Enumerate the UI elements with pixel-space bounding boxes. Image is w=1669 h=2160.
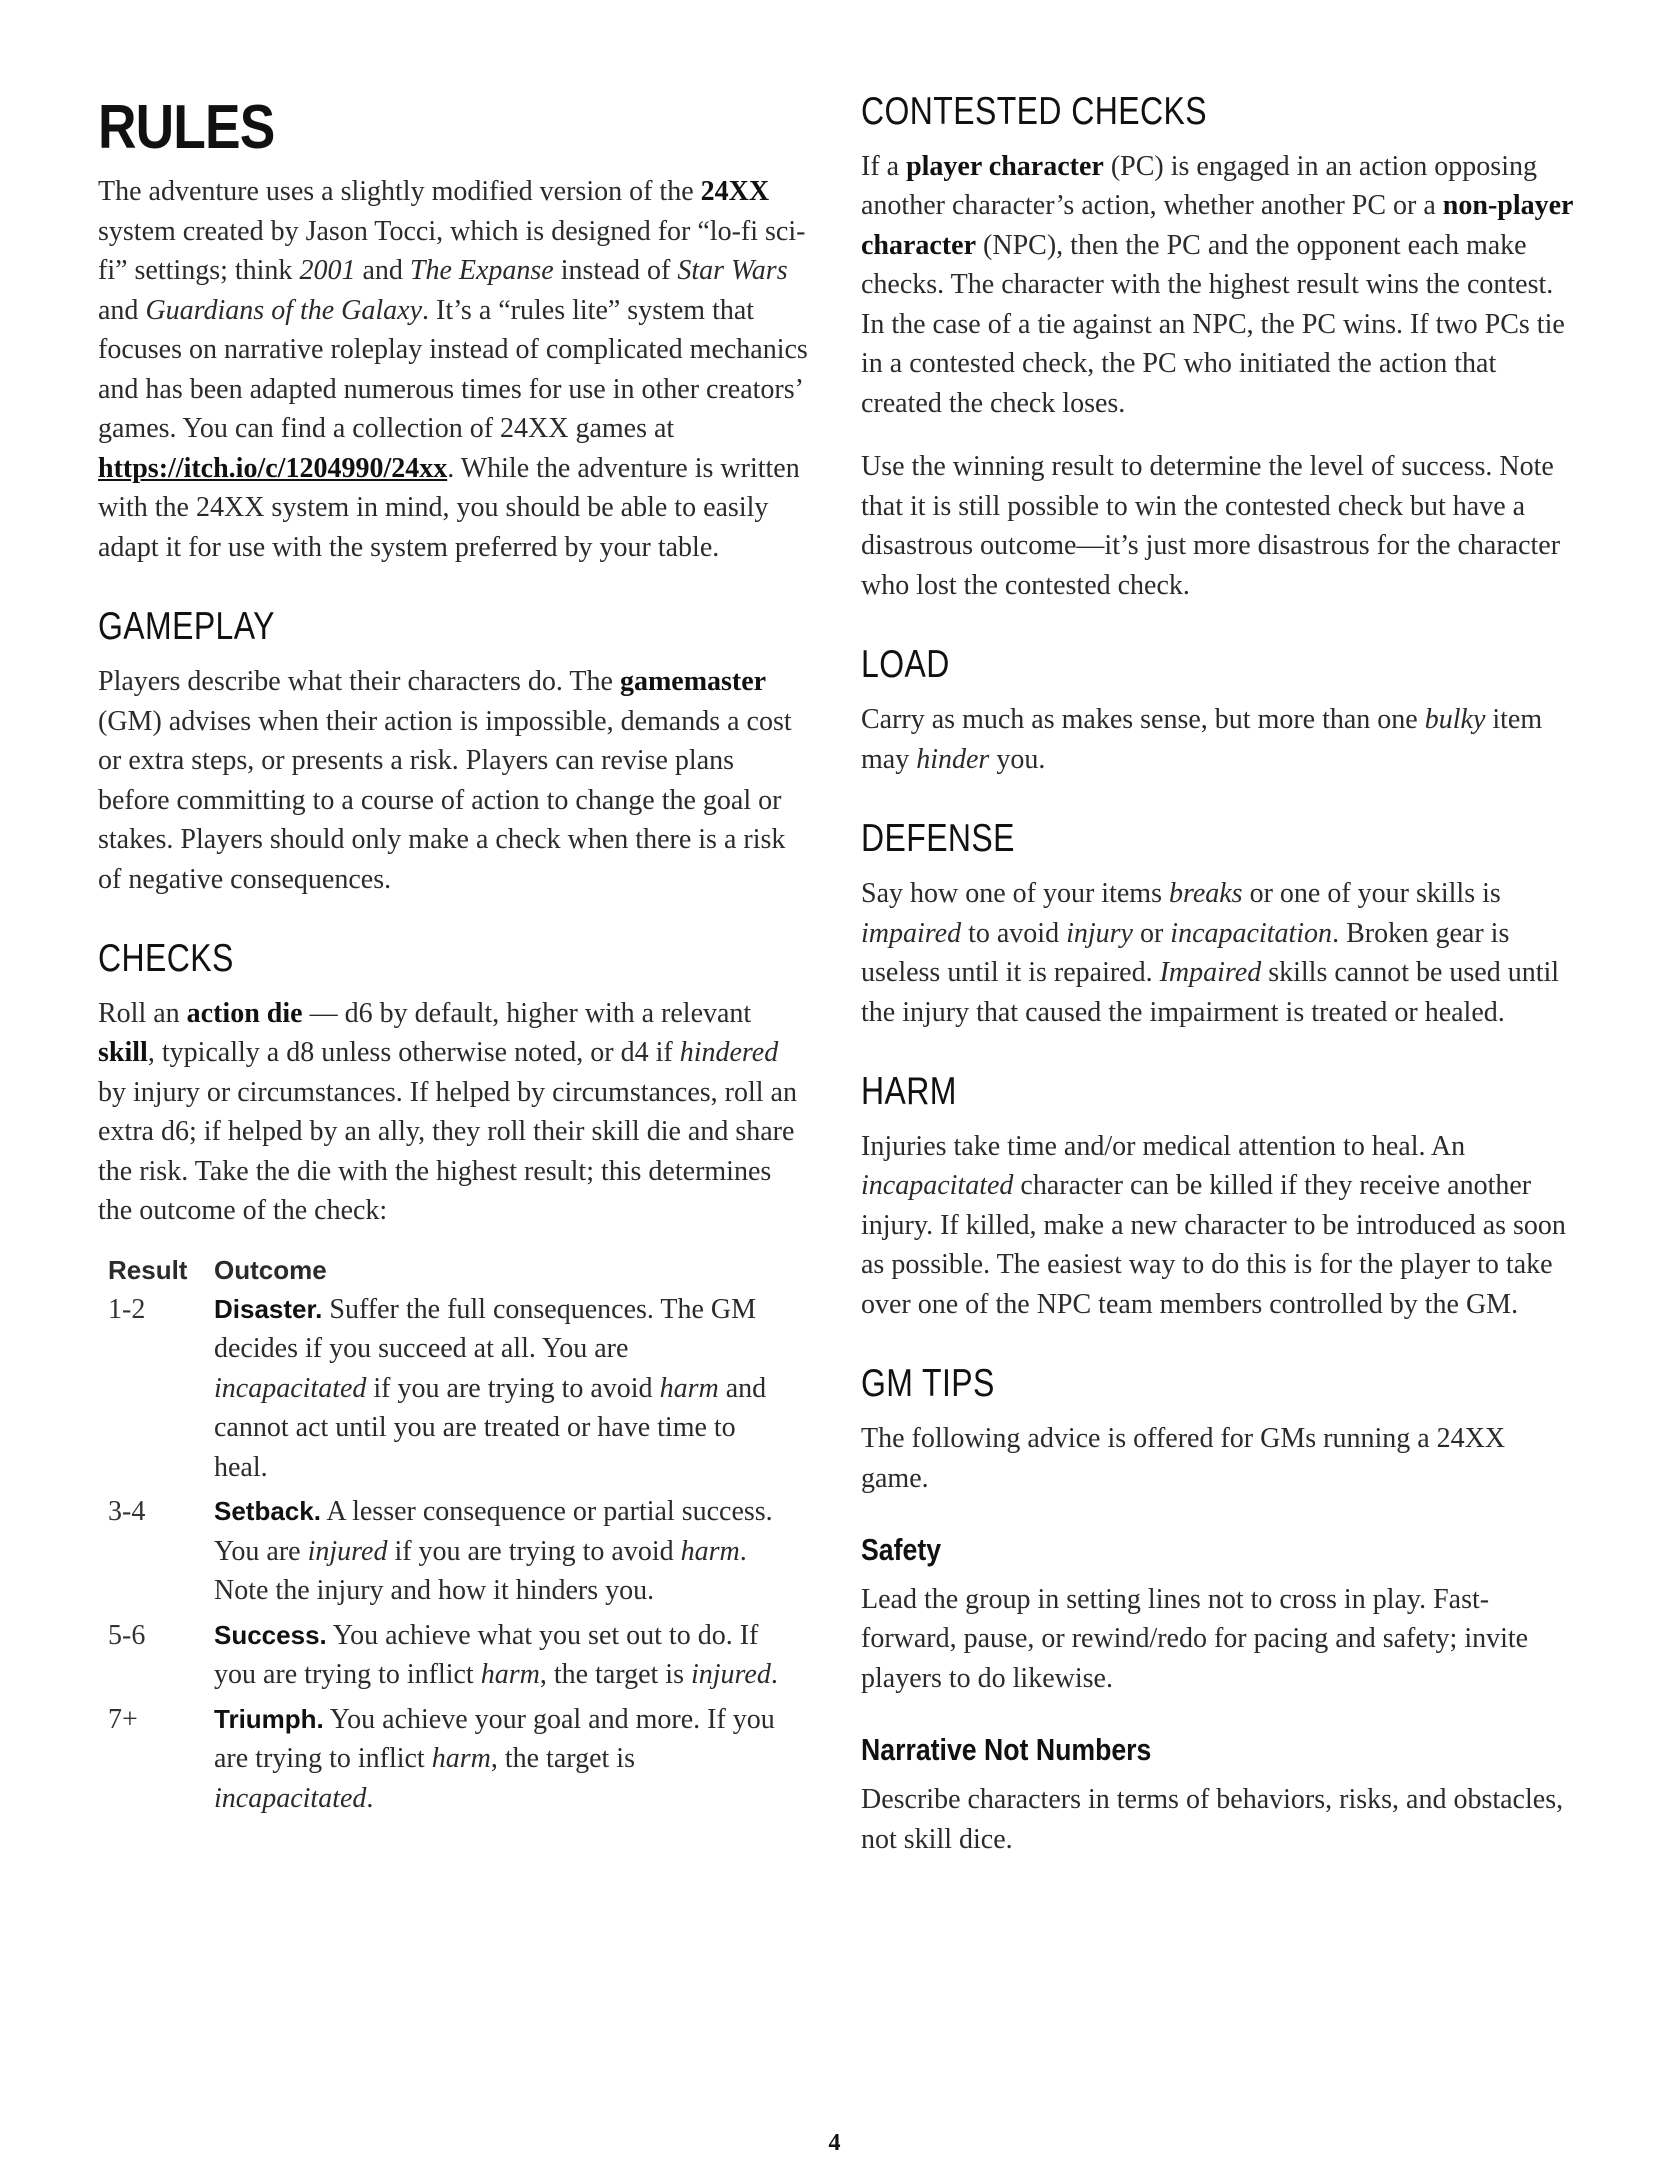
- rules-heading: RULES: [98, 93, 275, 162]
- result-cell: 3-4: [108, 1496, 146, 1528]
- load-heading: LOAD: [861, 643, 950, 687]
- collection-link[interactable]: https://itch.io/c/1204990/24xx: [98, 452, 448, 484]
- load-section: [861, 643, 1573, 779]
- outcome-column-header: Outcome: [214, 1254, 327, 1285]
- outcome-table: [108, 1255, 784, 1824]
- narrative-paragraph: Describe characters in terms of behaviors, risks, and obstacles, not skill dice.: [861, 1784, 1564, 1855]
- gameplay-paragraph: Players describe what their characters do. The gamemaster (GM) advises when their action is impossible, demands a cost or extra steps, or presents a risk. Players can revise plans before committing to a course of action to change the goal or stakes. Players should only make a check when there is a risk of negative consequences.: [98, 666, 792, 895]
- load-paragraph: Carry as much as makes sense, but more than one bulky item may hinder you.: [861, 704, 1543, 775]
- table-row: [108, 1492, 784, 1616]
- result-cell: 5-6: [108, 1619, 146, 1651]
- safety-heading: Safety: [861, 1532, 942, 1568]
- gameplay-heading: GAMEPLAY: [98, 605, 275, 649]
- result-column-header: Result: [108, 1254, 188, 1285]
- table-row: [108, 1290, 784, 1493]
- gm-tips-heading: GM TIPS: [861, 1362, 995, 1406]
- right-column: [861, 80, 1573, 1883]
- checks-paragraph: Roll an action die — d6 by default, higher with a relevant skill, typically a d8 unless otherwise noted, or d4 if hindered by injury or circumstances. If helped by circumstances, roll an extra d6; if helped by an ally, they roll their skill die and share the risk. Take the die with the highest result; this determines the outcome of the check:: [98, 997, 797, 1227]
- table-row: [108, 1616, 784, 1700]
- table-header-row: [108, 1255, 784, 1290]
- gm-tips-section: [861, 1362, 1573, 1859]
- checks-heading: CHECKS: [98, 937, 234, 981]
- gameplay-section: [98, 605, 810, 899]
- defense-paragraph: Say how one of your items breaks or one of your skills is impaired to avoid injury or incapacitation. Broken gear is useless until it is repaired. Impaired skills cannot be used until the injury that caused the impairment is treated or healed.: [861, 878, 1560, 1028]
- harm-heading: HARM: [861, 1070, 957, 1114]
- defense-section: [861, 817, 1573, 1032]
- outcome-cell: Setback. A lesser consequence or partial success. You are injured if you are trying to avoid harm. Note the injury and how it hinders you.: [214, 1496, 773, 1607]
- contested-paragraph-2: Use the winning result to determine the level of success. Note that it is still possible to win the contested check but have a disastrous outcome—it’s just more disastrous for the character who lost the contested check.: [861, 451, 1561, 601]
- defense-heading: DEFENSE: [861, 817, 1015, 861]
- outcome-cell: Success. You achieve what you set out to do. If you are trying to inflict harm, the target is injured.: [214, 1619, 778, 1691]
- harm-paragraph: Injuries take time and/or medical attention to heal. An incapacitated character can be killed if they receive another injury. If killed, make a new character to be introduced as soon as possible. The easiest way to do this is for the player to take over one of the NPC team members controlled by the GM.: [861, 1130, 1566, 1320]
- checks-section: [98, 937, 810, 1823]
- narrative-heading: Narrative Not Numbers: [861, 1732, 1152, 1768]
- contested-heading: CONTESTED CHECKS: [861, 90, 1207, 133]
- gm-tips-paragraph: The following advice is offered for GMs running a 24XX game.: [861, 1423, 1506, 1494]
- contested-paragraph-1: If a player character (PC) is engaged in an action opposing another character’s action, whether another PC or a non-player character (NPC), then the PC and the opponent each make checks. The character with the highest result wins the contest. In the case of a tie against an NPC, the PC wins. If two PCs tie in a contested check, the PC who initiated the action that created the check loses.: [861, 150, 1573, 419]
- safety-paragraph: Lead the group in setting lines not to cross in play. Fast-forward, pause, or rewind/redo for pacing and safety; invite players to do likewise.: [861, 1583, 1529, 1694]
- left-column: [98, 80, 810, 1823]
- page-number: 4: [828, 2130, 841, 2156]
- result-cell: 7+: [108, 1703, 138, 1735]
- contested-section: [861, 90, 1573, 605]
- table-row: [108, 1700, 784, 1824]
- outcome-cell: Triumph. You achieve your goal and more. If you are trying to inflict harm, the target is incapacitated.: [214, 1703, 775, 1814]
- harm-section: [861, 1070, 1573, 1324]
- outcome-cell: Disaster. Suffer the full consequences. The GM decides if you succeed at all. You are incapacitated if you are trying to avoid harm and cannot act until you are treated or have time to heal.: [214, 1293, 767, 1483]
- result-cell: 1-2: [108, 1293, 146, 1325]
- rules-paragraph: The adventure uses a slightly modified version of the 24XX system created by Jason Tocci, which is designed for “lo-fi sci-fi” settings; think 2001 and The Expanse instead of Star Wars and Guardians of the Galaxy. It’s a “rules lite” system that focuses on narrative roleplay instead of complicated mechanics and has been adapted numerous times for use in other creators’ games. You can find a collection of 24XX games at https://itch.io/c/1204990/24xx. While the adventure is written with the 24XX system in mind, you should be able to easily adapt it for use with the system preferred by your table.: [98, 176, 808, 563]
